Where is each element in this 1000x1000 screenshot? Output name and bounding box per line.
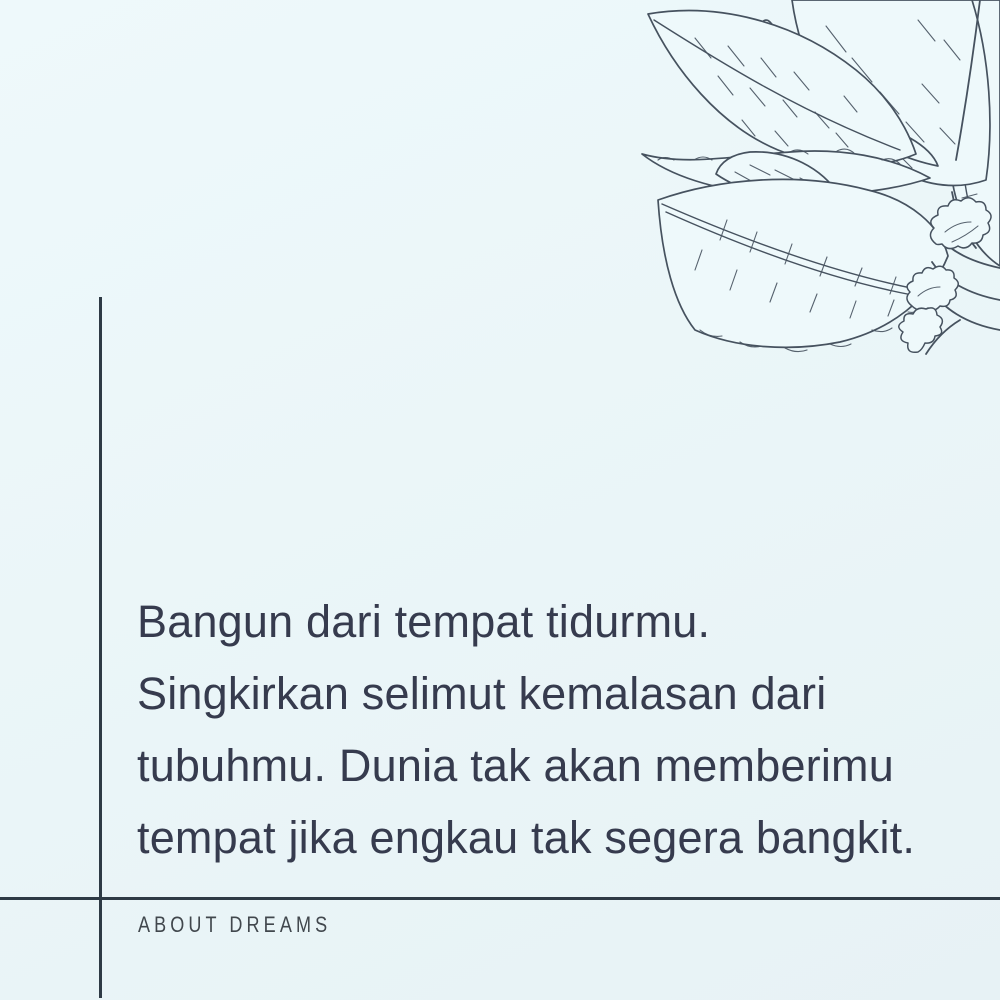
- footer-caption-label: ABOUT DREAMS: [138, 912, 332, 937]
- leaf-bouquet-illustration: [600, 0, 1000, 380]
- quote-line: Bangun dari tempat tidurmu.: [137, 596, 711, 647]
- quote-line: Singkirkan selimut kemalasan dari: [137, 668, 827, 719]
- quote-line: tempat jika engkau tak segera bangkit.: [137, 812, 916, 863]
- footer-caption: [138, 912, 374, 938]
- quote-line: tubuhmu. Dunia tak akan memberimu: [137, 740, 894, 791]
- quote-text: [137, 586, 977, 874]
- vertical-rule: [99, 297, 102, 998]
- horizontal-rule: [0, 897, 1000, 900]
